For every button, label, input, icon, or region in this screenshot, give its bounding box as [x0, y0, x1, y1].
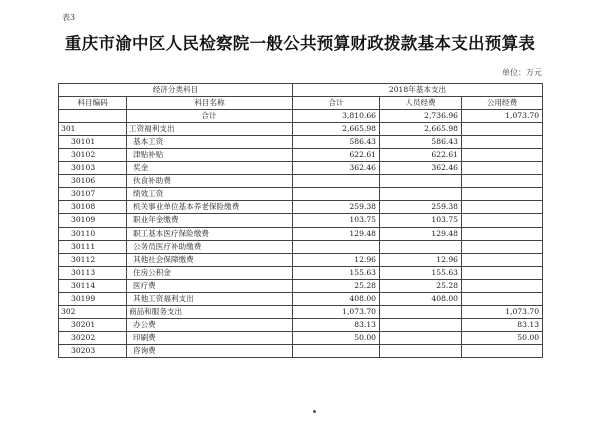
- row-name: 其他工资福利支出: [127, 292, 293, 305]
- row-personnel: [380, 318, 462, 331]
- row-total: 103.75: [293, 214, 380, 227]
- row-total: 129.48: [293, 227, 380, 240]
- row-public: [462, 162, 543, 175]
- row-personnel: 622.61: [380, 149, 462, 162]
- row-code: 30201: [59, 318, 127, 331]
- row-personnel: 362.46: [380, 162, 462, 175]
- table-row: [59, 266, 543, 279]
- row-name: 医疗费: [127, 279, 293, 292]
- table-number: 表3: [62, 13, 76, 22]
- row-total: 3,810.66: [293, 110, 380, 123]
- row-public: [462, 240, 543, 253]
- row-code: 30199: [59, 292, 127, 305]
- table-row: [59, 292, 543, 305]
- header-column-row: [59, 97, 543, 110]
- table-row: [59, 305, 543, 318]
- table-row: [59, 253, 543, 266]
- row-total: 259.38: [293, 201, 380, 214]
- row-personnel: [380, 331, 462, 344]
- row-name: 合计: [127, 110, 293, 123]
- table-row: [59, 175, 543, 188]
- row-name: 咨询费: [127, 344, 293, 357]
- header-economic-category: 经济分类科目: [59, 84, 293, 97]
- row-code: 30102: [59, 149, 127, 162]
- table-row: [59, 344, 543, 357]
- row-public: [462, 123, 543, 136]
- row-personnel: 408.00: [380, 292, 462, 305]
- row-code: 30203: [59, 344, 127, 357]
- row-public: [462, 292, 543, 305]
- row-name: 机关事业单位基本养老保险缴费: [127, 201, 293, 214]
- table-row: [59, 279, 543, 292]
- row-personnel: 586.43: [380, 136, 462, 149]
- row-total: 25.28: [293, 279, 380, 292]
- row-public: [462, 253, 543, 266]
- header-personnel: 人员经费: [380, 97, 462, 110]
- row-code: 30103: [59, 162, 127, 175]
- table-row: [59, 227, 543, 240]
- table-row: [59, 240, 543, 253]
- row-public: [462, 344, 543, 357]
- table-row: [59, 136, 543, 149]
- row-public: [462, 188, 543, 201]
- row-personnel: [380, 305, 462, 318]
- row-personnel: 2,736.96: [380, 110, 462, 123]
- table-row: [59, 331, 543, 344]
- row-personnel: 155.63: [380, 266, 462, 279]
- row-code: 30114: [59, 279, 127, 292]
- row-total: [293, 240, 380, 253]
- row-code: 30113: [59, 266, 127, 279]
- row-total: 1,073.70: [293, 305, 380, 318]
- row-personnel: 129.48: [380, 227, 462, 240]
- row-code: 30112: [59, 253, 127, 266]
- row-total: 362.46: [293, 162, 380, 175]
- row-personnel: [380, 188, 462, 201]
- header-basic-expenditure: 2018年基本支出: [293, 84, 543, 97]
- row-public: 50.00: [462, 331, 543, 344]
- row-public: [462, 214, 543, 227]
- row-name: 印刷费: [127, 331, 293, 344]
- row-total: [293, 344, 380, 357]
- row-public: [462, 227, 543, 240]
- header-total: 合计: [293, 97, 380, 110]
- row-total: 50.00: [293, 331, 380, 344]
- row-name: 基本工资: [127, 136, 293, 149]
- row-total: 408.00: [293, 292, 380, 305]
- row-personnel: 259.38: [380, 201, 462, 214]
- row-public: [462, 266, 543, 279]
- row-name: 津贴补贴: [127, 149, 293, 162]
- table-row: [59, 214, 543, 227]
- row-personnel: [380, 175, 462, 188]
- row-public: 1,073.70: [462, 305, 543, 318]
- row-public: 1,073.70: [462, 110, 543, 123]
- row-code: 30108: [59, 201, 127, 214]
- row-total: [293, 188, 380, 201]
- table-body: [59, 110, 543, 358]
- header-group-row: [59, 84, 543, 97]
- header-code: 科目编码: [59, 97, 127, 110]
- header-name: 科目名称: [127, 97, 293, 110]
- row-code: 30110: [59, 227, 127, 240]
- table-row: [59, 123, 543, 136]
- row-public: [462, 201, 543, 214]
- row-name: 奖金: [127, 162, 293, 175]
- row-total: 586.43: [293, 136, 380, 149]
- document-title: 重庆市渝中区人民检察院一般公共预算财政拨款基本支出预算表: [64, 34, 536, 53]
- table-row: [59, 149, 543, 162]
- row-total: 83.13: [293, 318, 380, 331]
- row-name: 工资福利支出: [127, 123, 293, 136]
- row-name: 公务员医疗补助缴费: [127, 240, 293, 253]
- row-personnel: 25.28: [380, 279, 462, 292]
- row-code: 30202: [59, 331, 127, 344]
- row-code: 30106: [59, 175, 127, 188]
- row-name: 办公费: [127, 318, 293, 331]
- unit-label: 单位：万元: [502, 68, 542, 77]
- budget-table: [58, 83, 543, 358]
- table-row: [59, 110, 543, 123]
- row-name: 商品和服务支出: [127, 305, 293, 318]
- row-code: 301: [59, 123, 127, 136]
- row-code: 30107: [59, 188, 127, 201]
- row-code: 30109: [59, 214, 127, 227]
- row-personnel: 103.75: [380, 214, 462, 227]
- row-total: 622.61: [293, 149, 380, 162]
- row-total: 2,665.98: [293, 123, 380, 136]
- table-row: [59, 162, 543, 175]
- row-public: [462, 149, 543, 162]
- table-row: [59, 318, 543, 331]
- row-personnel: 2,665.98: [380, 123, 462, 136]
- row-personnel: [380, 240, 462, 253]
- row-personnel: [380, 344, 462, 357]
- row-name: 其他社会保障缴费: [127, 253, 293, 266]
- row-name: 住房公积金: [127, 266, 293, 279]
- row-code: [59, 110, 127, 123]
- row-name: 职业年金缴费: [127, 214, 293, 227]
- row-total: [293, 175, 380, 188]
- row-name: 伙食补助费: [127, 175, 293, 188]
- row-personnel: 12.96: [380, 253, 462, 266]
- row-name: 绩效工资: [127, 188, 293, 201]
- row-code: 30101: [59, 136, 127, 149]
- row-total: 12.96: [293, 253, 380, 266]
- row-public: 83.13: [462, 318, 543, 331]
- row-public: [462, 136, 543, 149]
- table-row: [59, 201, 543, 214]
- row-name: 职工基本医疗保险缴费: [127, 227, 293, 240]
- row-total: 155.63: [293, 266, 380, 279]
- row-code: 302: [59, 305, 127, 318]
- table-row: [59, 188, 543, 201]
- row-public: [462, 279, 543, 292]
- row-public: [462, 175, 543, 188]
- scan-dot: [313, 410, 316, 413]
- header-public: 公用经费: [462, 97, 543, 110]
- row-code: 30111: [59, 240, 127, 253]
